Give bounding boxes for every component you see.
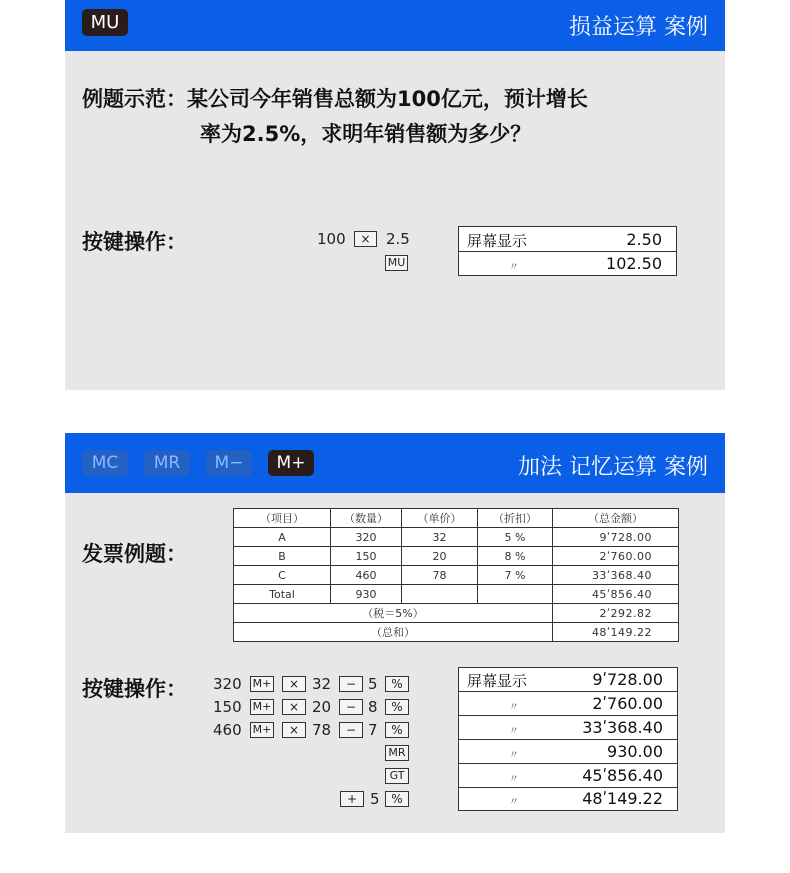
mu-display-box — [458, 226, 677, 276]
mr-key-icon: MR — [385, 745, 409, 761]
mu-op-num2: 2.5 — [386, 230, 410, 248]
m-plus-key-icon: M+ — [250, 676, 274, 692]
minus-key-icon: − — [339, 676, 363, 692]
ditto-mark: 〃 — [509, 726, 519, 737]
m-minus-key-badge: M− — [206, 450, 252, 476]
op-number: 8 — [368, 698, 378, 716]
memory-display-row — [459, 764, 677, 788]
table-cell: 2ʹ760.00 — [553, 547, 679, 566]
table-cell: 7 % — [478, 566, 553, 585]
column-header: （折扣） — [478, 509, 553, 528]
gt-key-icon: GT — [385, 768, 409, 784]
display-label: 屏幕显示 — [467, 672, 528, 690]
display-value: 2ʹ760.00 — [592, 694, 663, 713]
mu-op-num1: 100 — [317, 230, 346, 248]
column-header: （数量） — [331, 509, 402, 528]
display-value: 930.00 — [607, 742, 663, 761]
percent-key-icon: % — [385, 676, 409, 692]
memory-display-box — [458, 667, 678, 811]
plus-key-icon: + — [340, 791, 364, 807]
minus-key-icon: − — [339, 722, 363, 738]
memory-ops-label: 按键操作： — [82, 677, 187, 701]
display-value: 45ʹ856.40 — [582, 766, 663, 785]
mu-key-icon: MU — [385, 255, 408, 271]
tax-row — [234, 604, 679, 623]
times-key-icon: × — [354, 231, 377, 247]
table-cell: A — [234, 528, 331, 547]
op-number: 5 — [370, 790, 380, 808]
percent-key-icon: % — [385, 791, 409, 807]
times-key-icon: × — [282, 699, 306, 715]
times-key-icon: × — [282, 722, 306, 738]
m-plus-key-icon: M+ — [250, 699, 274, 715]
mu-example-panel — [65, 0, 725, 390]
tax-value: 2ʹ292.82 — [553, 604, 679, 623]
table-cell: 460 — [331, 566, 402, 585]
column-header: （项目） — [234, 509, 331, 528]
display-value: 48ʹ149.22 — [582, 789, 663, 808]
op-number: 32 — [312, 675, 332, 693]
memory-example-panel — [65, 433, 725, 833]
memory-display-row — [459, 788, 677, 810]
table-cell: 45ʹ856.40 — [553, 585, 679, 604]
table-cell: 5 % — [478, 528, 553, 547]
m-plus-key-icon: M+ — [250, 722, 274, 738]
minus-key-icon: − — [339, 699, 363, 715]
ditto-mark: 〃 — [509, 797, 519, 808]
sum-label: （总和） — [234, 623, 553, 642]
table-cell: 150 — [331, 547, 402, 566]
memory-display-row — [459, 716, 677, 740]
table-row — [234, 547, 679, 566]
table-cell: 9ʹ728.00 — [553, 528, 679, 547]
ditto-mark: 〃 — [509, 702, 519, 713]
sum-row — [234, 623, 679, 642]
mu-ops-label: 按键操作： — [82, 230, 187, 254]
table-row — [234, 585, 679, 604]
table-cell: 930 — [331, 585, 402, 604]
column-header: （单价） — [402, 509, 478, 528]
mu-question-line2: 率为2.5%，求明年销售额为多少？ — [200, 122, 532, 146]
table-cell: 8 % — [478, 547, 553, 566]
invoice-label: 发票例题： — [82, 542, 187, 566]
mu-header-title: 损益运算 案例 — [569, 15, 708, 40]
table-header-row — [234, 509, 679, 528]
display-value: 33ʹ368.40 — [582, 718, 663, 737]
op-number: 78 — [312, 721, 332, 739]
op-number: 7 — [368, 721, 378, 739]
tax-label: （税＝5%） — [234, 604, 553, 623]
mr-key-badge: MR — [144, 450, 190, 476]
op-number: 5 — [368, 675, 378, 693]
mu-display-row — [459, 227, 676, 252]
table-cell — [402, 585, 478, 604]
memory-header-bar — [65, 433, 725, 493]
column-header: （总金额） — [553, 509, 679, 528]
mc-key-badge: MC — [82, 450, 128, 476]
table-row — [234, 528, 679, 547]
times-key-icon: × — [282, 676, 306, 692]
memory-display-row — [459, 668, 677, 692]
ditto-mark: 〃 — [509, 262, 519, 273]
invoice-table — [233, 508, 679, 642]
memory-display-row — [459, 692, 677, 716]
mu-header-bar — [65, 0, 725, 51]
memory-header-title: 加法 记忆运算 案例 — [518, 455, 708, 480]
op-number: 150 — [213, 698, 242, 716]
table-row — [234, 566, 679, 585]
table-cell: C — [234, 566, 331, 585]
table-cell: 32 — [402, 528, 478, 547]
percent-key-icon: % — [385, 699, 409, 715]
table-cell: 320 — [331, 528, 402, 547]
op-number: 320 — [213, 675, 242, 693]
table-cell: Total — [234, 585, 331, 604]
display-label: 屏幕显示 — [467, 232, 528, 250]
display-value: 9ʹ728.00 — [592, 670, 663, 689]
table-cell: 78 — [402, 566, 478, 585]
op-number: 460 — [213, 721, 242, 739]
op-number: 20 — [312, 698, 332, 716]
table-cell: 20 — [402, 547, 478, 566]
sum-value: 48ʹ149.22 — [553, 623, 679, 642]
m-plus-key-badge: M+ — [268, 450, 314, 476]
display-value: 102.50 — [606, 254, 662, 273]
ditto-mark: 〃 — [509, 750, 519, 761]
table-cell: 33ʹ368.40 — [553, 566, 679, 585]
table-cell — [478, 585, 553, 604]
mu-key-badge: MU — [82, 9, 128, 36]
memory-display-row — [459, 740, 677, 764]
mu-display-row — [459, 252, 676, 276]
percent-key-icon: % — [385, 722, 409, 738]
display-value: 2.50 — [626, 230, 662, 249]
ditto-mark: 〃 — [509, 774, 519, 785]
table-cell: B — [234, 547, 331, 566]
mu-question-line1: 例题示范：某公司今年销售总额为100亿元，预计增长 — [82, 87, 588, 111]
